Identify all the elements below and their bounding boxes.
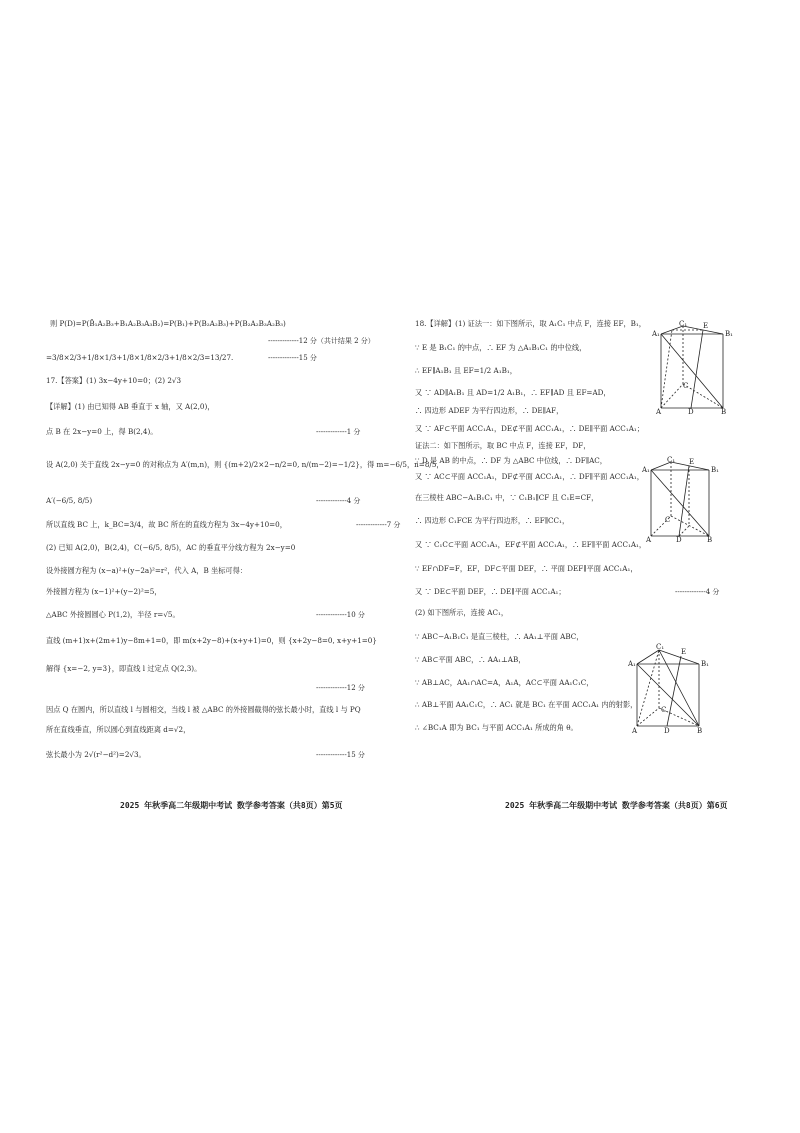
q17-detail-line: 弦长最小为 2√(r²−d²)=2√3。 xyxy=(46,750,146,759)
q18-detail-line: (2) 如下图所示，连接 AC₁， xyxy=(415,608,509,617)
label-E: E xyxy=(689,458,695,466)
label-A: A xyxy=(656,408,662,416)
score-marker: -------------12 分 xyxy=(316,684,365,692)
score-marker: -------------4 分 xyxy=(316,497,361,505)
q17-detail-line: 【详解】(1) 由已知得 AB 垂直于 x 轴，又 A(2,0)， xyxy=(46,402,215,411)
q18-detail-line: ∴ EF∥A₁B₁ 且 EF=1/2 A₁B₁， xyxy=(415,366,517,375)
score-marker: -------------7 分 xyxy=(356,521,401,529)
label-A1: A₁ xyxy=(652,330,660,338)
label-B1: B₁ xyxy=(725,330,733,338)
probability-result: =3/8×2/3+1/8×1/3+1/8×1/8×2/3+1/8×2/3=13/27. xyxy=(46,353,234,362)
page-footer: 2025 年秋季高二年级期中考试 数学参考答案（共8页）第5页 xyxy=(120,801,343,810)
q17-detail-line: 设外接圆方程为 (x−a)²+(y−2a)²=r²，代入 A，B 坐标可得： xyxy=(46,566,247,575)
score-marker: -------------1 分 xyxy=(316,428,361,436)
q18-detail-line: ∵ AB⊂平面 ABC，∴ AA₁⊥AB， xyxy=(415,655,526,664)
q18-detail-line: ∵ ABC−A₁B₁C₁ 是直三棱柱，∴ AA₁⊥平面 ABC， xyxy=(415,632,584,641)
q17-answer: 17.【答案】(1) 3x−4y+10=0；(2) 2√3 xyxy=(46,376,182,385)
q18-detail-line: ∵ EF∩DF=F，EF，DF⊂平面 DEF，∴ 平面 DEF∥平面 ACC₁A₁， xyxy=(415,564,638,573)
q17-detail-line: 解得 {x=−2, y=3}，即直线 l 过定点 Q(2,3)。 xyxy=(46,664,202,673)
left-answer-page xyxy=(40,300,444,810)
label-B1: B₁ xyxy=(701,660,709,668)
q17-detail-line: 所以直线 BC 上，k_BC=3/4，故 BC 所在的直线方程为 3x−4y+10=0， xyxy=(46,520,287,529)
prism-figure-3 xyxy=(629,642,711,734)
label-C: C xyxy=(665,516,671,524)
q18-detail-line: 又 ∵ C₁C⊂平面 ACC₁A₁，EF⊄平面 ACC₁A₁，∴ EF∥平面 ACC₁A₁， xyxy=(415,540,647,549)
q17-detail-line: 设 A(2,0) 关于直线 2x−y=0 的对称点为 A′(m,n)，则 {(m+2)/2×2−n/2=0, n/(m−2)=−1/2}，得 m=−6/5，n=8/5， xyxy=(46,460,444,469)
q18-detail-line: ∵ D 是 AB 的中点，∴ DF 为 △ABC 中位线，∴ DF∥AC， xyxy=(415,456,607,465)
q17-detail-line: 点 B 在 2x−y=0 上，得 B(2,4)。 xyxy=(46,427,158,436)
q17-detail-line: 直线 (m+1)x+(2m+1)y−8m+1=0，即 m(x+2y−8)+(x+y+1)=0，则 {x+2y−8=0, x+y+1=0} xyxy=(46,636,377,645)
page-footer: 2025 年秋季高二年级期中考试 数学参考答案（共8页）第6页 xyxy=(505,801,728,810)
score-marker: -------------4 分 xyxy=(675,588,720,596)
label-A: A xyxy=(646,536,652,544)
prism-figure-1 xyxy=(653,322,733,414)
q17-detail-line: 因点 Q 在圆内，所以直线 l 与圆相交，当线 l 被 △ABC 的外接圆截得的弦长最小时，直线 l 与 PQ xyxy=(46,705,361,714)
score-marker: -------------15 分 xyxy=(316,751,365,759)
label-E: E xyxy=(681,648,687,656)
q17-detail-line: △ABC 外接圆圆心 P(1,2)，半径 r=√5。 xyxy=(46,610,180,619)
q18-detail-line: 证法二：如下图所示，取 BC 中点 F，连接 EF，DF， xyxy=(415,441,591,450)
q18-detail-line: ∴ 四边形 C₁FCE 为平行四边形，∴ EF∥CC₁， xyxy=(415,516,570,525)
score-marker: -------------15 分 xyxy=(268,354,317,362)
label-C: C xyxy=(683,382,689,390)
label-C1: C₁ xyxy=(667,456,676,464)
label-B: B xyxy=(707,536,713,544)
prism-figure-2 xyxy=(643,458,723,544)
score-marker: -------------10 分 xyxy=(316,611,365,619)
label-D: D xyxy=(676,536,682,544)
label-D: D xyxy=(688,408,694,416)
q18-detail-line: 又 ∵ AD∥A₁B₁ 且 AD=1/2 A₁B₁，∴ EF∥AD 且 EF=AD， xyxy=(415,388,611,397)
label-C1: C₁ xyxy=(679,320,688,328)
q18-detail-line: ∴ AB⊥平面 AA₁C₁C，∴ AC₁ 就是 BC₁ 在平面 ACC₁A₁ 内的射影， xyxy=(415,700,638,709)
label-C1: C₁ xyxy=(656,643,665,651)
label-C: C xyxy=(661,706,667,714)
label-A: A xyxy=(632,727,638,735)
q18-detail-line: 又 ∵ AC⊂平面 ACC₁A₁，DF⊄平面 ACC₁A₁，∴ DF∥平面 ACC₁A₁， xyxy=(415,472,644,481)
q18-detail-line: ∴ 四边形 ADEF 为平行四边形，∴ DE∥AF， xyxy=(415,406,564,415)
q18-detail-line: 又 ∵ AF⊂平面 ACC₁A₁，DE⊄平面 ACC₁A₁，∴ DE∥平面 ACC₁A₁； xyxy=(415,424,644,433)
right-answer-page xyxy=(415,300,800,810)
label-E: E xyxy=(703,322,709,330)
q17-detail-line: 外接圆方程为 (x−1)²+(y−2)²=5， xyxy=(46,587,162,596)
label-B1: B₁ xyxy=(711,466,719,474)
probability-formula: 则 P(D)=P(B̄₁A₂B₃+B₁A₂B₃A₃B₂)=P(B₁)+P(B₂A₂B₃)+P(B₂A₂B₃A₂B₃) xyxy=(50,319,286,328)
q18-detail-line: 在三棱柱 ABC−A₁B₁C₁ 中，∵ C₁B₁∥CF 且 C₁E=CF， xyxy=(415,493,599,502)
label-B: B xyxy=(697,727,703,735)
q17-detail-line: (2) 已知 A(2,0)，B(2,4)，C(−6/5, 8/5)，AC 的垂直平分线方程为 2x−y=0 xyxy=(46,543,296,552)
label-B: B xyxy=(721,408,727,416)
label-A1: A₁ xyxy=(642,466,650,474)
q18-detail-line: ∵ E 是 B₁C₁ 的中点，∴ EF 为 △A₁B₁C₁ 的中位线， xyxy=(415,343,587,352)
label-A1: A₁ xyxy=(628,660,636,668)
q17-detail-line: A′(−6/5, 8/5) xyxy=(46,496,93,505)
q17-detail-line: 所在直线垂直，所以圆心到直线距离 d=√2， xyxy=(46,725,191,734)
q18-detail-line: 18.【详解】(1) 证法一：如下图所示，取 A₁C₁ 中点 F，连接 EF，B₁， xyxy=(415,319,646,328)
q18-detail-line: ∵ AB⊥AC，AA₁∩AC=A，A₁A，AC⊂平面 AA₁C₁C， xyxy=(415,678,594,687)
score-marker: -------------12 分（共计结果 2 分） xyxy=(268,337,375,345)
q18-detail-line: ∴ ∠BC₁A 即为 BC₁ 与平面 ACC₁A₁ 所成的角 θ。 xyxy=(415,723,578,732)
label-D: D xyxy=(664,727,670,735)
q18-detail-line: 又 ∵ DE⊂平面 DEF，∴ DE∥平面 ACC₁A₁； xyxy=(415,587,566,596)
